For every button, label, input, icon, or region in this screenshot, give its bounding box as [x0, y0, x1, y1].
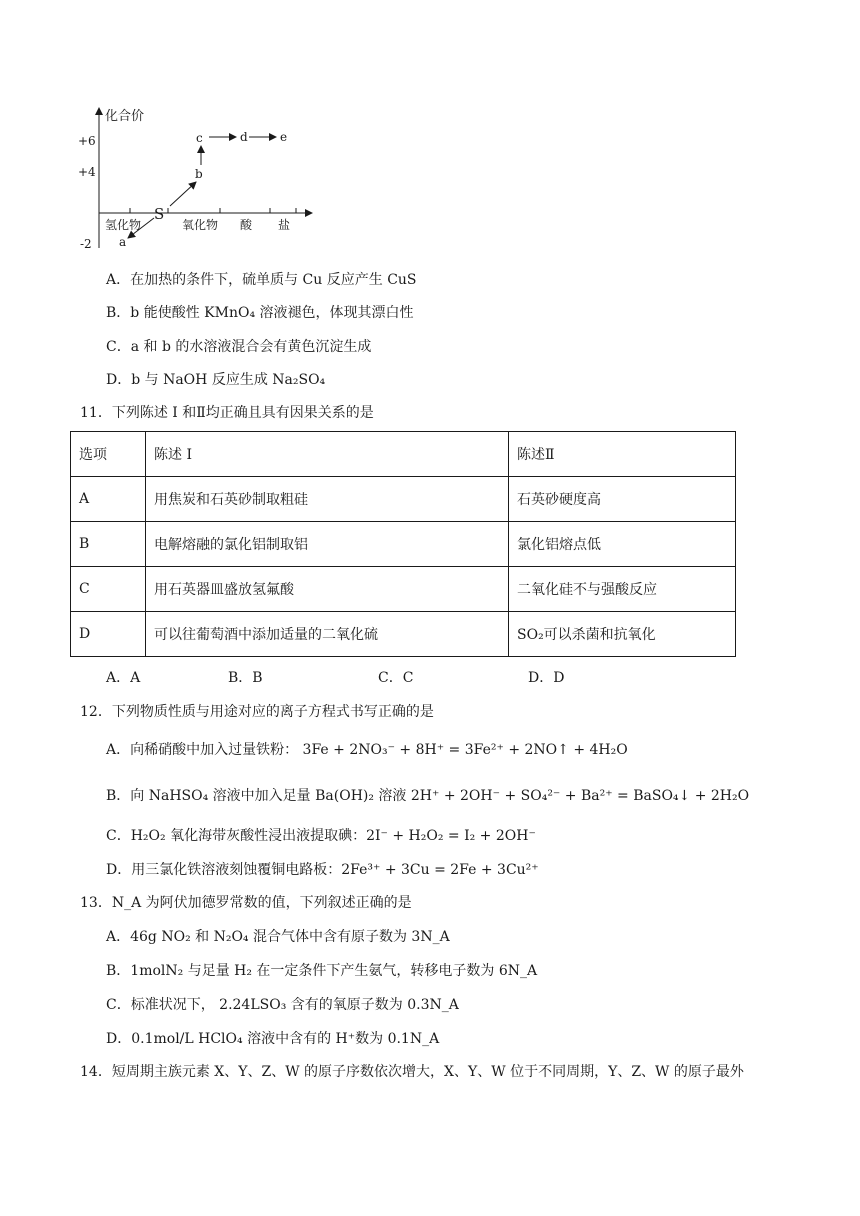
q12-option-b: B．向 NaHSO₄ 溶液中加入足量 Ba(OH)₂ 溶液 2H⁺ + 2OH⁻ + SO₄²⁻ + Ba²⁺ = BaSO₄↓ + 2H₂O — [106, 788, 750, 804]
table-cell: A — [71, 477, 146, 522]
sulfur-valence-diagram — [78, 98, 328, 256]
q10-option-a: A．在加热的条件下，硫单质与 Cu 反应产生 CuS — [106, 272, 417, 288]
x-category-salt: 盐 — [278, 218, 291, 232]
x-category-hydride: 氢化物 — [105, 218, 142, 232]
q10-option-c: C．a 和 b 的水溶液混合会有黄色沉淀生成 — [106, 339, 372, 355]
table-cell: 二氧化硅不与强酸反应 — [509, 567, 736, 612]
table-header-cell: 陈述 I — [146, 432, 509, 477]
q10-option-d: D．b 与 NaOH 反应生成 Na₂SO₄ — [106, 372, 326, 388]
table-header-cell: 选项 — [71, 432, 146, 477]
q10-option-b: B．b 能使酸性 KMnO₄ 溶液褪色，体现其漂白性 — [106, 305, 414, 321]
y-tick-plus4: +4 — [78, 165, 96, 179]
q11-option-d: D．D — [528, 670, 565, 686]
point-a: a — [119, 235, 127, 249]
y-axis-label: 化合价 — [105, 109, 145, 124]
table-cell: D — [71, 612, 146, 657]
table-cell: B — [71, 522, 146, 567]
table-cell: SO₂可以杀菌和抗氧化 — [509, 612, 736, 657]
table-cell: 石英砂硬度高 — [509, 477, 736, 522]
q13-stem: 13．N_A 为阿伏加德罗常数的值，下列叙述正确的是 — [80, 895, 412, 911]
q13-option-a: A．46g NO₂ 和 N₂O₄ 混合气体中含有原子数为 3N_A — [106, 929, 450, 945]
table-cell: C — [71, 567, 146, 612]
sulfur-label: S — [154, 205, 165, 223]
q12-stem: 12．下列物质性质与用途对应的离子方程式书写正确的是 — [80, 704, 434, 720]
x-category-acid: 酸 — [240, 218, 253, 232]
q12-option-a: A．向稀硝酸中加入过量铁粉： 3Fe + 2NO₃⁻ + 8H⁺ = 3Fe²⁺ + 2NO↑ + 4H₂O — [106, 742, 628, 758]
q11-option-b: B．B — [228, 670, 263, 686]
q13-option-c: C．标准状况下， 2.24LSO₃ 含有的氧原子数为 0.3N_A — [106, 997, 459, 1013]
table-row — [71, 522, 736, 567]
table-header-row — [71, 432, 736, 477]
point-b: b — [195, 167, 203, 181]
q11-option-c: C．C — [378, 670, 414, 686]
q12-option-c: C．H₂O₂ 氧化海带灰酸性浸出液提取碘：2I⁻ + H₂O₂ = I₂ + 2OH⁻ — [106, 828, 536, 844]
table-cell: 氯化铝熔点低 — [509, 522, 736, 567]
table-row — [71, 612, 736, 657]
q12-option-d: D．用三氯化铁溶液刻蚀覆铜电路板：2Fe³⁺ + 3Cu = 2Fe + 3Cu²⁺ — [106, 862, 539, 878]
point-c: c — [196, 131, 203, 145]
point-d: d — [240, 130, 248, 144]
q13-option-b: B．1molN₂ 与足量 H₂ 在一定条件下产生氨气，转移电子数为 6N_A — [106, 963, 538, 979]
table-cell: 用石英器皿盛放氢氟酸 — [146, 567, 509, 612]
table-cell: 可以往葡萄酒中添加适量的二氧化硫 — [146, 612, 509, 657]
q11-table — [70, 431, 736, 657]
x-category-oxide: 氧化物 — [182, 218, 219, 232]
table-header-cell: 陈述Ⅱ — [509, 432, 736, 477]
point-e: e — [280, 130, 288, 144]
table-cell: 用焦炭和石英砂制取粗硅 — [146, 477, 509, 522]
q14-stem: 14．短周期主族元素 X、Y、Z、W 的原子序数依次增大，X、Y、W 位于不同周期，Y、Z、W 的原子最外 — [80, 1064, 744, 1080]
y-tick-plus6: +6 — [78, 134, 96, 148]
table-row — [71, 567, 736, 612]
q11-stem: 11．下列陈述 I 和Ⅱ均正确且具有因果关系的是 — [80, 405, 374, 421]
table-cell: 电解熔融的氯化铝制取铝 — [146, 522, 509, 567]
q13-option-d: D．0.1mol/L HClO₄ 溶液中含有的 H⁺数为 0.1N_A — [106, 1031, 440, 1047]
table-row — [71, 477, 736, 522]
y-tick-minus2: -2 — [80, 237, 92, 251]
q11-option-a: A．A — [106, 670, 141, 686]
